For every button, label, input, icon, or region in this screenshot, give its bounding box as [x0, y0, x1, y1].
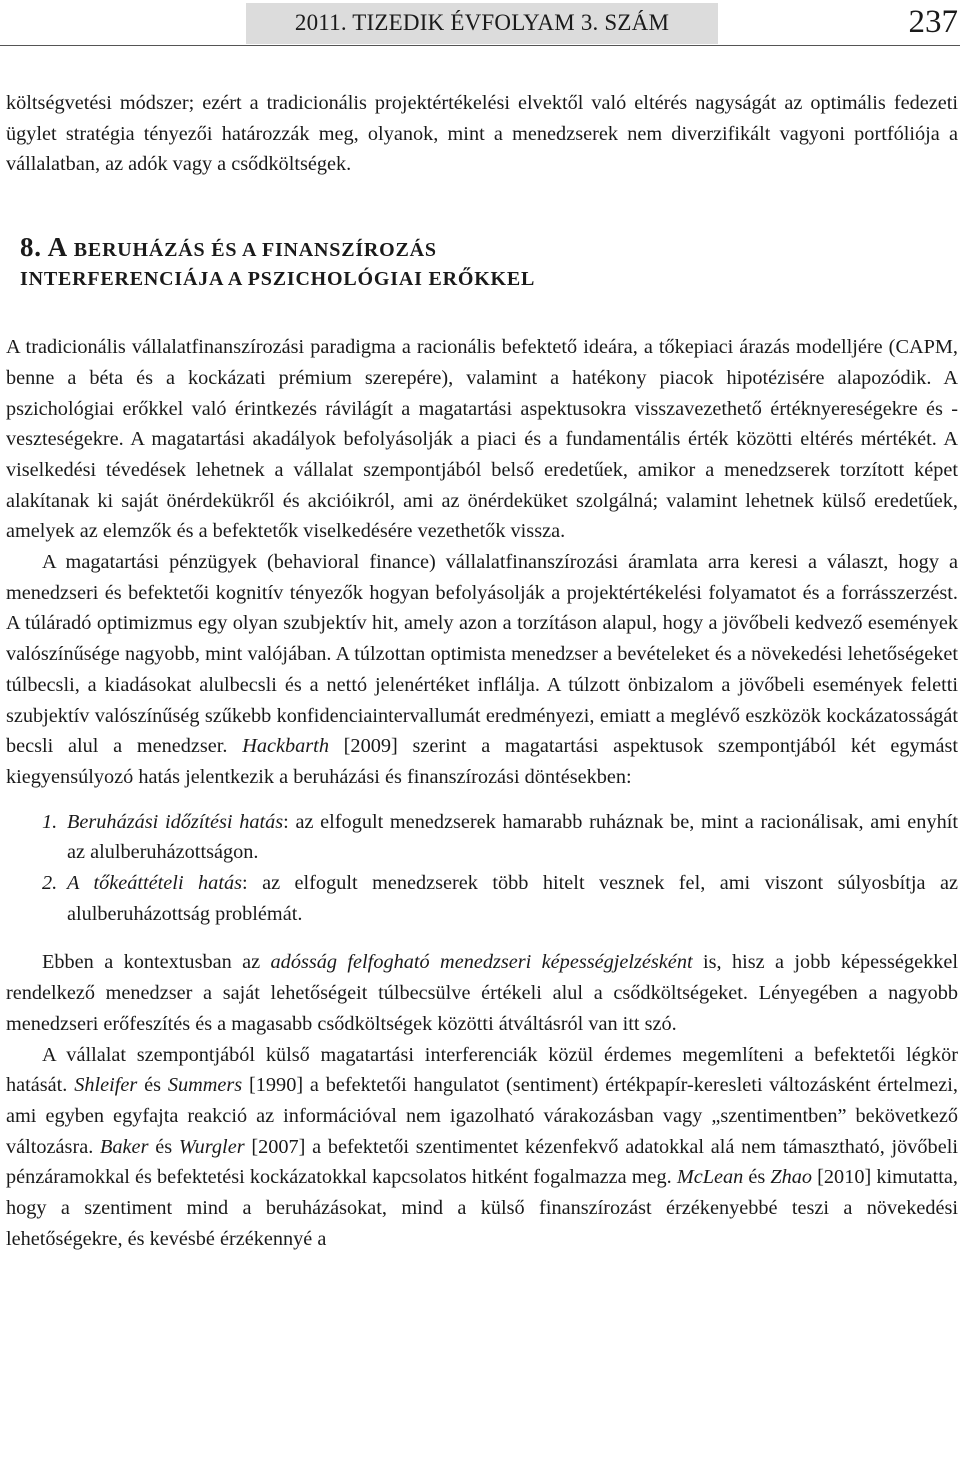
paragraph-4-text-f: és: [743, 1166, 771, 1189]
body-paragraph-1: A tradicionális vállalatfinanszírozási paradigma a racionális befektető ideára, a tőkepiaci árazás modelljére (CAPM, benne a béta és a kockázati prémium szerepére), valamint a hatékony piacok hipotézisére alapozódik. A pszichológiai erőkkel való érintkezés rávilágít a magatartási aspektusokra visszavezethető értéknyereségekre és -veszteségekre. A magatartási akadályok befolyásolják a piaci és a fundamentális érték közötti eltérés mértékét. A viselkedési tévedések lehetnek a vállalat szempontjából belső eredetűek, amikor a menedzserek torzított képet alakítanak ki saját önérdekükről és akcióikról, ami az önérdeküket szolgálná; valamint lehetnek külső eredetűek, amelyek az elemzők és a befektetők viselkedésére vezethetők vissza.: [6, 336, 958, 543]
paragraph-4-text-d: és: [148, 1135, 179, 1158]
citation-wurgler: Wurgler: [178, 1135, 245, 1158]
paragraph-4-text-a: A vállalat szempontjából külső magatartási interferenciák közül érdemes megemlíteni a befektetői légkör hatását.: [6, 1043, 958, 1097]
section-number: 8.: [20, 232, 42, 263]
paragraph-3-text-b: is, hisz a jobb képességekkel rendelkező menedzser a saját lehetőségeit túlbecsülve értékeli alul a csődköltségeket. Lényegében a nagyobb menedzseri erőfeszítés és a magasabb csődköltségek közötti átváltásról van itt szó.: [6, 951, 958, 1035]
intro-paragraph: költségvetési módszer; ezért a tradicionális projektértékelési elvektől való eltérés nagyságát az optimális fedezeti ügylet stratégia tényezői határozzák meg, olyanok, mint a menedzserek nem diverzifikált vagyoni portfóliója a vállalatban, az adók vagy a csődköltségek.: [6, 92, 958, 176]
section-heading-line1: [6, 233, 958, 265]
list-item-text: : az elfogult menedzserek hamarabb ruháznak be, mint a racionálisak, ami enyhít az alulberuházottságon.: [67, 810, 958, 864]
list-item-term: Beruházási időzítési hatás: [67, 810, 284, 833]
citation-summers: Summers: [167, 1074, 243, 1097]
page-body: [6, 88, 958, 1255]
list-item-number: 2.: [42, 872, 58, 895]
paragraph-4-text-c: [1990] a befektetői hangulatot (sentiment) értékpapír-keresleti változásként értelmezi, ami egyben egyfajta reakció az információval nem igazolható várakozásban vagy „szentimentben” bekövetkező változásra.: [6, 1074, 958, 1158]
citation-baker: Baker: [100, 1135, 149, 1158]
paragraph-2-text-b: [2009] szerint a magatartási aspektusok szempontjából két egymást kiegyensúlyozó hatás jelentkezik a beruházási és finanszírozási döntésekben:: [6, 735, 958, 788]
paragraph-3-text-a: Ebben a kontextusban az: [42, 951, 271, 974]
header-divider: [0, 45, 960, 46]
list-item-text: : az elfogult menedzserek több hitelt vesznek fel, ami viszont súlyosbítja az alulberuházottság problémát.: [67, 872, 958, 925]
list-item: [6, 807, 958, 868]
page-number: 237: [908, 4, 958, 40]
paragraph-2-text-a: A magatartási pénzügyek (behavioral finance) vállalatfinanszírozási áramlata arra keresi a választ, hogy a menedzseri és befektetői kognitív tényezők hogyan befolyásolják a projektértékelési folyamatot és a forrásszerzést. A túláradó optimizmus egy olyan szubjektív hit, amely azon a torzításon alapul, hogy a jövőbeli kedvező események valószínűsége nagyobb, mint valójában. A túlzottan optimista menedzser a bevételeket és a növekedési lehetőségeket túlbecsli, a kiadásokat alulbecsli és a nettó jelenértéket inflálja. A túlzott önbizalom a jövőbeli események feletti szubjektív valószínűség szűkebb konfidenciaintervallumát eredményezi, emiatt a meglévő eszközök kockázatosságát becsli alul a menedzser.: [6, 551, 958, 758]
journal-issue-title: 2011. TIZEDIK ÉVFOLYAM 3. SZÁM: [294, 10, 670, 35]
body-paragraph-3: [6, 947, 958, 1039]
citation-zhao: Zhao: [770, 1166, 813, 1189]
citation-mclean: McLean: [676, 1166, 744, 1189]
body-paragraph-2: [6, 547, 958, 793]
citation-hackbarth: Hackbarth: [242, 735, 329, 758]
paragraph-4-text-e: [2007] a befektetői szentimentet kézenfekvő adatokkal alá nem támasztható, jövőbeli pénzáramokkal és befektetési kockázatokkal kapcsolatos hitként fogalmazza meg.: [6, 1135, 958, 1189]
body-paragraph-4: [6, 1040, 958, 1255]
paragraph-4-text-g: [2010] kimutatta, hogy a szentiment mind a beruházásokat, mind a külső finanszírozást érzékenyebbé teszi a növekedési lehetőségekre, és kevésbé érzékennyé a: [6, 1166, 958, 1250]
paragraph-4-text-b: és: [137, 1074, 168, 1097]
citation-shleifer: Shleifer: [74, 1074, 138, 1097]
section-title-first-letter: A: [47, 232, 68, 263]
list-item-term: A tőkeáttételi hatás: [67, 872, 242, 895]
list-item-number: 1.: [42, 810, 58, 833]
section-title-line2: INTERFERENCIÁJA A PSZICHOLÓGIAI ERŐKKEL: [20, 268, 536, 291]
effects-list: [6, 807, 958, 930]
section-heading: [6, 233, 958, 294]
paragraph-3-term: adósság felfogható menedzseri képességjelzésként: [270, 951, 693, 974]
list-item: [6, 868, 958, 929]
section-title-line1: BERUHÁZÁS ÉS A FINANSZÍROZÁS: [67, 239, 437, 262]
